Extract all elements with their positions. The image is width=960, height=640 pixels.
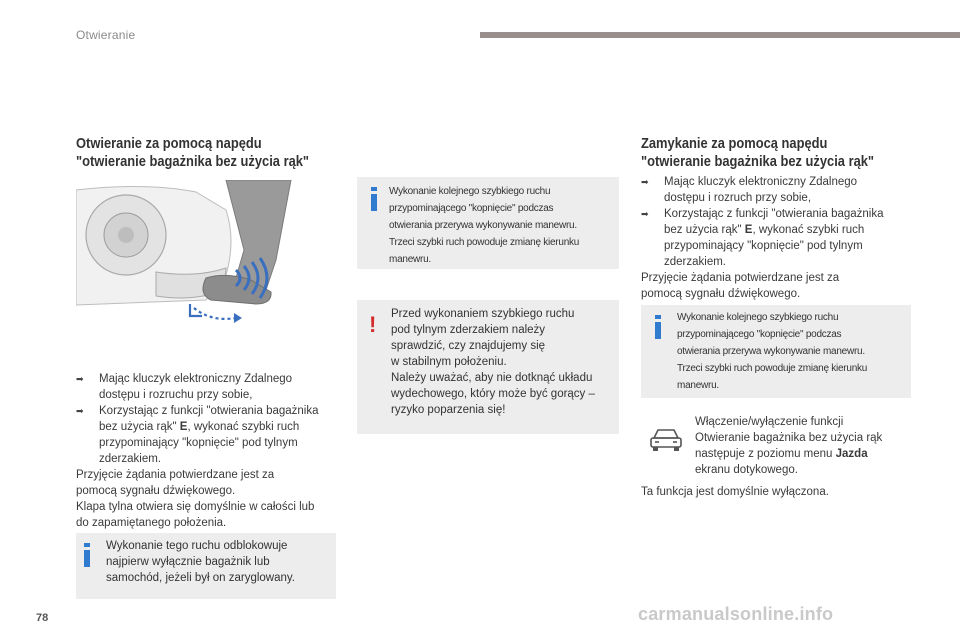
left-bullet2-line4: zderzakiem. — [99, 453, 161, 465]
left-info-line3: samochód, jeżeli był on zaryglowany. — [106, 572, 295, 584]
warning-line6: wydechowego, który może być gorący – — [391, 388, 595, 400]
left-bullet2-e-label: E — [179, 421, 188, 433]
right-bullet2-line4: zderzakiem. — [664, 256, 726, 268]
right-para-line1: Przyjęcie żądania potwierdzane jest za — [641, 272, 840, 284]
middle-info-text — [389, 183, 613, 268]
toggle-line4: ekranu dotykowego. — [695, 464, 798, 476]
page-number: 78 — [36, 612, 49, 624]
section-label: Otwieranie — [76, 28, 136, 42]
right-bullet1-line2: dostępu i rozruch przy sobie, — [664, 192, 812, 204]
right-bullet2-e-label: E — [744, 224, 753, 236]
left-para2-line1: Klapa tylna otwiera się domyślnie w całości lub — [76, 501, 315, 513]
watermark: carmanualsonline.info — [638, 604, 834, 624]
right-info-text — [677, 309, 905, 394]
toggle-line2: Otwieranie bagażnika bez użycia rąk — [695, 432, 883, 444]
right-bullet2-line3: przypominający "kopnięcie" pod tylnym — [664, 240, 863, 252]
warning-icon: ! — [369, 312, 377, 337]
right-heading — [641, 135, 874, 171]
kick-sensor-illustration — [76, 180, 338, 350]
left-info-box — [76, 533, 336, 599]
left-info-line1: Wykonanie tego ruchu odblokowuje — [106, 540, 288, 552]
right-info-line2: przypominającego "kopnięcie" podczas — [677, 329, 842, 340]
arrow-bullet-icon: ➡ — [76, 406, 84, 416]
right-para-line2: pomocą sygnału dźwiękowego. — [641, 288, 801, 300]
left-bullet2-line3: przypominający "kopnięcie" pod tylnym — [99, 437, 298, 449]
left-bullet-2 — [76, 403, 340, 467]
left-bullet1-line1: Mając kluczyk elektroniczny Zdalnego — [99, 373, 293, 385]
left-heading — [76, 135, 309, 171]
right-bullet-1 — [641, 174, 911, 206]
right-bullet2-line2-pre: bez użycia rąk" — [664, 224, 745, 236]
toggle-function-text — [695, 414, 915, 478]
left-bullet-1 — [76, 371, 340, 403]
warning-text — [391, 306, 613, 418]
left-body — [76, 371, 340, 531]
toggle-line3-pre: następuje z poziomu menu — [695, 448, 836, 460]
default-off-note: Ta funkcja jest domyślnie wyłączona. — [641, 486, 829, 498]
middle-info-line2: przypominającego "kopnięcie" podczas — [389, 203, 554, 214]
middle-info-line4: Trzeci szybki ruch powoduje zmianę kierunku — [389, 237, 580, 248]
left-bullet-list — [76, 371, 340, 467]
right-heading-line1: Zamykanie za pomocą napędu — [641, 135, 828, 152]
right-info-line3: otwierania przerywa wykonywanie manewru. — [677, 346, 865, 357]
left-info-line2: najpierw wyłącznie bagażnik lub — [106, 556, 270, 568]
left-bullet2-line2-pre: bez użycia rąk" — [99, 421, 180, 433]
info-icon — [84, 543, 90, 567]
warning-line1: Przed wykonaniem szybkiego ruchu — [391, 308, 575, 320]
left-heading-line1: Otwieranie za pomocą napędu — [76, 135, 262, 152]
warning-line5: Należy uważać, aby nie dotknąć układu — [391, 372, 593, 384]
right-bullet-list — [641, 174, 911, 270]
warning-line7: ryzyko poparzenia się! — [391, 404, 506, 416]
middle-info-line1: Wykonanie kolejnego szybkiego ruchu — [389, 186, 551, 197]
warning-line3: sprawdzić, czy znajdujemy się — [391, 340, 546, 352]
info-icon — [655, 315, 661, 339]
right-bullet-2 — [641, 206, 911, 270]
left-confirmation-paragraph — [76, 467, 340, 531]
kick-sensor-drawing — [76, 180, 338, 350]
left-bullet2-line2-post: , wykonać szybki ruch — [187, 421, 300, 433]
car-icon — [648, 426, 684, 454]
toggle-line1: Włączenie/wyłączenie funkcji — [695, 416, 844, 428]
left-heading-line2: "otwieranie bagażnika bez użycia rąk" — [76, 153, 310, 170]
right-confirmation-paragraph — [641, 270, 911, 302]
right-info-line5: manewru. — [677, 380, 719, 391]
driving-menu-label: Jazda — [835, 448, 868, 460]
info-icon — [371, 187, 377, 211]
left-para1-line2: pomocą sygnału dźwiękowego. — [76, 485, 236, 497]
car-icon-svg — [648, 426, 684, 454]
left-info-text — [106, 538, 330, 586]
right-info-box — [641, 305, 911, 398]
right-bullet2-line2-post: , wykonać szybki ruch — [752, 224, 865, 236]
arrow-bullet-icon: ➡ — [641, 177, 649, 187]
warning-box — [357, 300, 619, 434]
right-bullet1-line1: Mając kluczyk elektroniczny Zdalnego — [664, 176, 858, 188]
left-para2-line2: do zapamiętanego położenia. — [76, 517, 227, 529]
middle-info-line3: otwierania przerywa wykonywanie manewru. — [389, 220, 577, 231]
right-info-line4: Trzeci szybki ruch powoduje zmianę kierunku — [677, 363, 868, 374]
warning-line2: pod tylnym zderzakiem należy — [391, 324, 546, 336]
arrow-bullet-icon: ➡ — [641, 209, 649, 219]
right-bullet2-line1: Korzystając z funkcji "otwierania bagażnika — [664, 208, 884, 220]
warning-line4: w stabilnym położeniu. — [391, 356, 507, 368]
right-body — [641, 174, 911, 302]
right-info-line1: Wykonanie kolejnego szybkiego ruchu — [677, 312, 839, 323]
left-bullet1-line2: dostępu i rozruchu przy sobie, — [99, 389, 253, 401]
middle-info-box — [357, 177, 619, 269]
right-heading-line2: "otwieranie bagażnika bez użycia rąk" — [641, 153, 875, 170]
left-para1-line1: Przyjęcie żądania potwierdzane jest za — [76, 469, 275, 481]
header-bar — [480, 32, 960, 38]
middle-info-line5: manewru. — [389, 254, 431, 265]
left-bullet2-line1: Korzystając z funkcji "otwierania bagażnika — [99, 405, 319, 417]
arrow-bullet-icon: ➡ — [76, 374, 84, 384]
